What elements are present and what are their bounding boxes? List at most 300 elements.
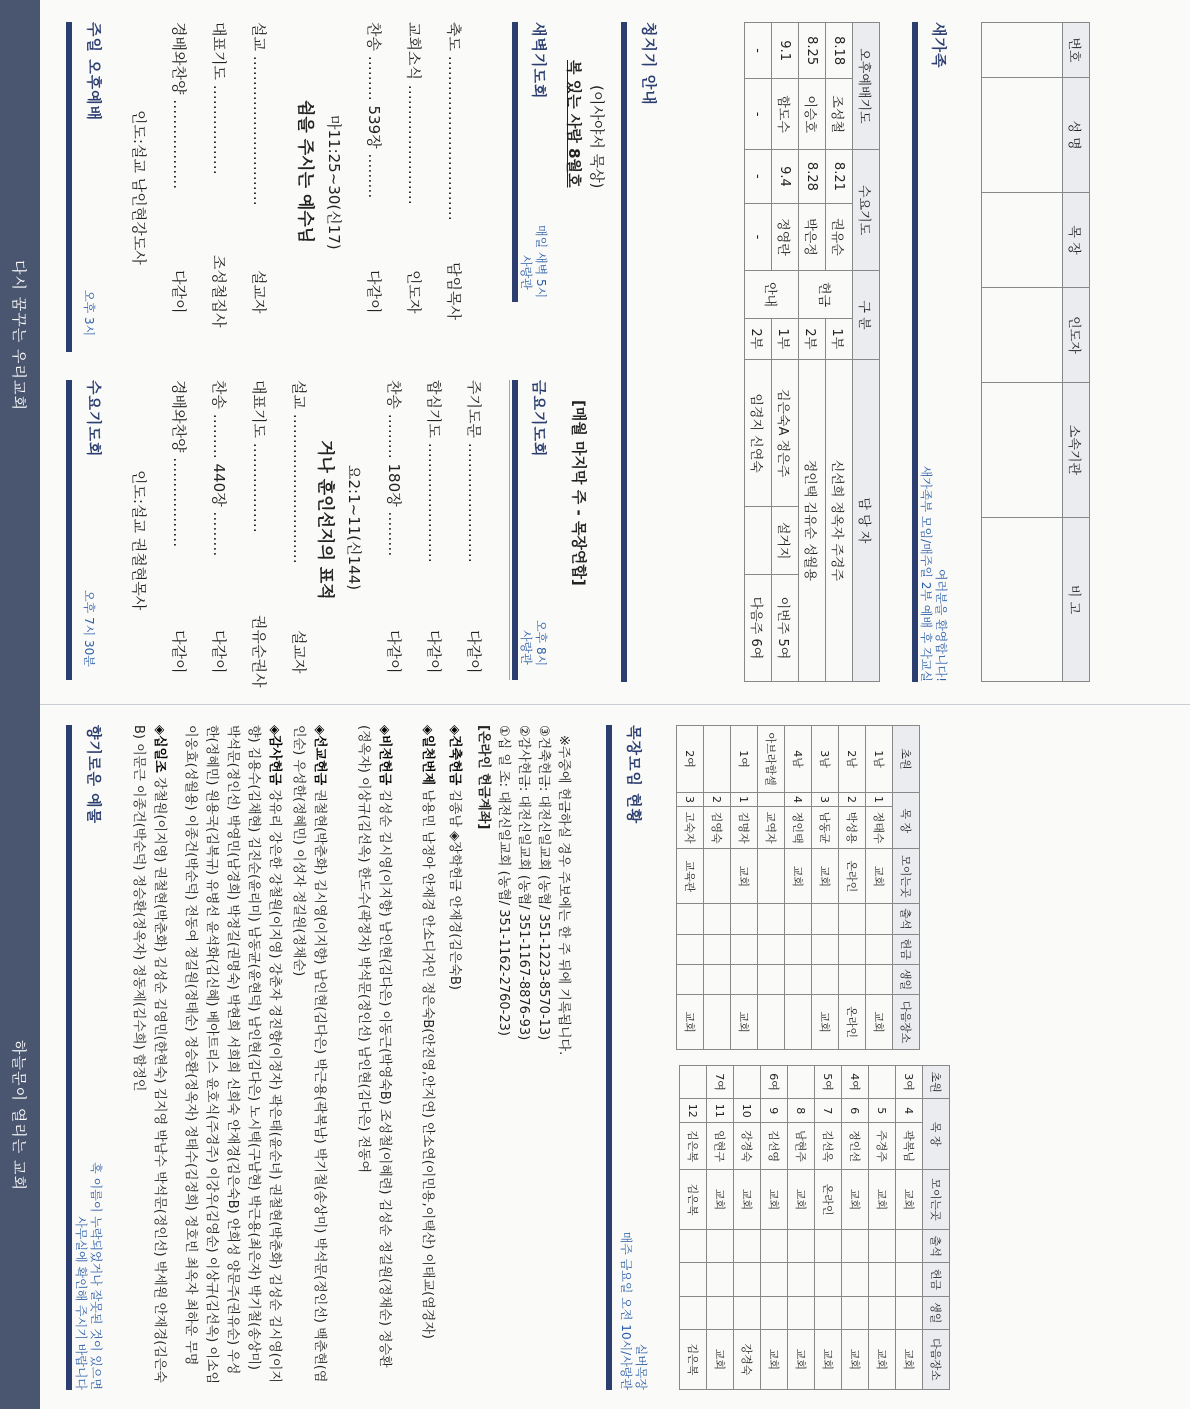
table-cell [785,964,812,994]
table-cell: 9 [761,1099,788,1123]
table-header-cell: 오후예배기도 [853,23,880,150]
sunday-pm-bar [66,22,72,352]
table-cell: 남동균 [812,806,839,849]
left-panel [40,0,1190,704]
offering-thanks [180,725,285,1385]
table-header-cell: 목 장 [893,793,920,849]
table-header-cell: 다음장소 [923,1329,950,1389]
table-header-cell: 초원 [923,1066,950,1099]
table-header-cell: 모이는곳 [893,849,920,904]
table-cell [866,904,893,934]
table-cell: 3여 [896,1066,923,1099]
wed-item-2-label: 찬송 ……… 440장 ……… [210,380,228,557]
table-cell: 교회 [731,849,758,904]
online-title: [온라인 헌금계좌] [476,725,491,830]
table-cell [839,904,866,934]
table-header-cell: 구 분 [853,271,880,360]
table-cell: 헌금 [799,271,853,319]
table-cell: 교회 [869,1329,896,1389]
wed-item-6-label: 합심기도 …………………… [425,380,443,563]
table-cell: 1남 [866,726,893,793]
sunday-item-4-label: 찬송 ……… 539장 ……… [365,22,383,199]
wed-item-1-label: 경배와찬양 ……………… [170,380,188,548]
table-cell [839,934,866,964]
offering-text: 강철원(이지영) 권철현(박춘화) 김성순 김영민(한현숙) 김지영 박남수 박석문(정인선) 박세원 안재경(김은숙B) 이문근 이종건(박순덕) 정승환(정옥자) 정동제(김수희) 함정인 [131,725,167,1383]
table-cell: 2 [704,793,731,807]
table-row [826,23,853,682]
offering-building [444,725,465,1385]
friday-place: 사랑관 [519,630,533,665]
sunday-item-5-label: 교회소식 …………………… [405,22,423,205]
table-cell: 8.25 [799,23,826,79]
table-header-cell: 다음장소 [893,995,920,1050]
wed-item-5-label: 찬송 ……… 180장 ……… [385,380,403,557]
table-cell [869,1066,896,1099]
table-header [853,23,880,682]
sunday-pm-leader: 인도:설교 남인현강도사 [130,110,148,265]
wed-item-3-who: 권유순권사 [250,615,268,688]
table-cell: 임경지 신연숙 [745,359,772,507]
table-cell: 1 [866,793,893,807]
table-cell [704,995,731,1050]
table-header-cell: 생일 [923,1296,950,1329]
sunday-item-4-who: 다같이 [365,270,383,314]
table-cell: 온라인 [815,1169,842,1229]
table-header-cell: 성 명 [1063,78,1090,193]
left-motto: 다시 꿈꾸는 우리교회 [10,260,28,411]
guide-bar [621,22,627,682]
offering-text: 김종남 ◈장학헌금 안재경(김은숙B) [447,789,462,990]
offering-note1: 혹 이름이 누락되었거나 잘못된 것이 있으면 [89,1162,103,1390]
table-cell [707,1230,734,1263]
table-cell: 교회 [812,849,839,904]
table-cell: 박은정 [799,203,826,271]
table-cell: 김선영 [761,1123,788,1170]
table-cell [734,1066,761,1099]
guide-title: 청지기 안내 [640,22,658,106]
sunday-sermon-ref: 마11:25~30(신17) [325,115,343,250]
table-cell [758,904,785,934]
offering-vision [353,725,395,1385]
table-cell: 정인택 [785,806,812,849]
table-cell: 김명자 [731,806,758,849]
table-cell: 주경주 [869,1123,896,1170]
cells-table-right [679,1065,950,1390]
table-cell [761,1263,788,1296]
account-note: ※주중에 헌금하실 경우 주보에는 한 주 뒤에 기록됩니다. [556,735,571,1056]
table-cell: 교회 [842,1169,869,1229]
table-row [839,726,866,1050]
table-cell: 강경숙 [734,1329,761,1389]
table-cell: 12 [680,1099,707,1123]
table-row [866,726,893,1050]
dawn-time: 매일 새벽 5시 [534,225,548,299]
table-cell: 임현구 [707,1123,734,1170]
sunday-item-3-label: 설교 ………………………… [250,22,268,206]
offering-text: 권철현(박춘화) 김시영(이지향) 남인현(김다은) 박근용(곽복남) 박기철(송상미) 박석문(정인선) 백춘현(염인순) 우성한(정혜민) 이성자 정길원(정채순) [291,725,327,1383]
table-row [731,726,758,1050]
table-cell: 교회 [677,995,704,1050]
table-cell [812,964,839,994]
table-cell [707,1296,734,1329]
table-cell: 9.1 [772,23,799,79]
table-row [896,1066,923,1390]
wed-item-6-who: 다같이 [425,630,443,674]
table-cell: 권유순 [826,203,853,271]
table-cell [815,1296,842,1329]
table-cell: 박성용 [839,806,866,849]
offering-head: ◈일천번제 [420,725,435,786]
table-row [758,726,785,1050]
table-cell [866,934,893,964]
table-header-cell: 번호 [1063,23,1090,78]
table-cell: - [745,23,772,79]
divider [509,380,510,680]
sunday-pm-title: 주일 오후예배 [85,22,103,122]
cells-left-body [677,726,893,1050]
newcomers-note2: 새가족부 모임/매주일 2부 예배 후 각교실 [919,465,933,682]
table-cell: 1 [731,793,758,807]
table-cell: 4 [785,793,812,807]
wed-sermon-title: 거나 훈인선지의 표적 [315,440,335,600]
table-row [982,23,1063,682]
table-cell: 교회 [734,1169,761,1229]
table-cell: 2 [839,793,866,807]
sunday-pm-time: 오후 3시 [82,290,96,337]
table-cell [758,793,785,807]
table-cell: 7 [815,1099,842,1123]
sunday-item-5-who: 인도자 [405,270,423,314]
table-cell: 김선옥 [815,1123,842,1170]
table-cell: 3남 [812,726,839,793]
table-cell: 8 [788,1099,815,1123]
table-cell: 김은복 [680,1329,707,1389]
table-cell: 3 [812,793,839,807]
table-cell: 설거지 [772,507,799,575]
table-cell [842,1230,869,1263]
wed-leader: 인도:설교 권철현목사 [130,470,148,611]
table-row [734,1066,761,1390]
table-cell: 교회 [815,1329,842,1389]
table-cell [982,288,1063,383]
table-cell [788,1296,815,1329]
wed-item-7-who: 다같이 [465,630,483,674]
table-cell: 교회 [896,1169,923,1229]
table-cell [788,1066,815,1099]
table-cell: 교회 [812,995,839,1050]
table-cell [772,574,799,681]
table-cell: 교회 [866,995,893,1050]
table-header-cell: 소속기관 [1063,383,1090,518]
table-cell-text: 5여 [775,638,791,660]
table-cell [839,964,866,994]
table-cell [761,1230,788,1263]
table-row [707,1066,734,1390]
table-cell [896,1230,923,1263]
table-header [893,726,920,1050]
newcomers-note1: 여러분을 환영합니다! [934,569,948,682]
offering-bar [66,725,72,1390]
table-cell-text: 6여 [748,638,764,660]
table-header-cell: 헌금 [923,1263,950,1296]
table-cell: 교회 [788,1169,815,1229]
table-cell: 8.28 [799,150,826,204]
table-cell: 교회 [761,1329,788,1389]
table-cell: 김은복 [680,1123,707,1170]
sunday-item-2-label: 대표기도 ……………… [210,22,228,175]
wed-item-4-who: 설교자 [290,630,308,674]
offering-head: ◈비전헌금 [377,725,392,786]
table-cell: 김영숙 [704,806,731,849]
table-row [785,726,812,1050]
table-cell [869,1263,896,1296]
table-cell: 정태수 [866,806,893,849]
table-row [842,1066,869,1390]
table-cell [815,1263,842,1296]
table-cell [842,1296,869,1329]
right-panel [40,705,1190,1409]
table-cell: 곽복님 [896,1123,923,1170]
table-cell [758,849,785,904]
table-row [788,1066,815,1390]
friday-line1: [매월 마지막 주 - 목장연합] [570,400,588,586]
table-row [677,726,704,1050]
table-row [869,1066,896,1390]
offering-mission [288,725,330,1385]
table-cell [788,1230,815,1263]
table-cell: 2여 [677,726,704,793]
table-header-cell: 담 당 자 [853,359,880,681]
table-cell: 교회 [761,1169,788,1229]
table-cell [896,1296,923,1329]
wed-item-5-who: 다같이 [385,630,403,674]
table-cell: 고숙자 [677,806,704,849]
table-cell: 5 [869,1099,896,1123]
table-cell-text: 이번주 [775,596,791,635]
table-header-cell: 목 장 [923,1099,950,1170]
table-cell: 교회 [731,995,758,1050]
wed-title: 수요기도회 [85,380,103,458]
table-cell-text: 다음주 [748,596,764,635]
table-cell [869,1230,896,1263]
table-cell: 교회 [788,1329,815,1389]
right-motto: 하늘문이 열리는 교회 [10,1040,28,1191]
table-cell [758,934,785,964]
table-header-cell: 생일 [893,964,920,994]
table-cell [758,964,785,994]
table-cell [704,964,731,994]
sunday-item-1-who: 다같이 [170,270,188,314]
sunday-item-6-who: 담임목사 [445,262,463,320]
table-cell: 4남 [785,726,812,793]
table-cell: 교회 [785,849,812,904]
table-cell: 11 [707,1099,734,1123]
table-cell [745,507,772,575]
table-header-cell: 목 장 [1063,193,1090,288]
offering-thousand [417,725,438,1385]
newcomers-title: 새가족 [930,22,948,69]
table-cell [677,934,704,964]
table-row [799,23,826,682]
table-row [812,726,839,1050]
offering-head: ◈십일조 [152,725,167,773]
table-cell [761,1296,788,1329]
table-cell: 교회 [896,1329,923,1389]
table-cell: 2부 [745,318,772,359]
table-cell: - [745,203,772,271]
table-cell [842,1263,869,1296]
table-cell: 9.4 [772,150,799,204]
table-cell: - [745,79,772,150]
table-cell: 8.18 [826,23,853,79]
cells-note2: 실버목장 [634,1343,648,1390]
friday-time: 오후 8시 [534,620,548,667]
table-cell: 온라인 [839,995,866,1050]
account-1: ①십 일 조: 대전신일교회 (농협/ 351-1162-2760-23) [496,725,511,1036]
offering-tithe [128,725,170,1385]
sunday-sermon-title: 쉼을 주시는 예수님 [295,100,315,244]
table-cell: 2남 [839,726,866,793]
offering-head: ◈선교헌금 [312,725,327,786]
table-cell: 4여 [842,1066,869,1099]
table-header-cell: 헌금 [893,934,920,964]
table-cell: 강경숙 [734,1123,761,1170]
header-band [0,0,40,1409]
table-cell [734,1296,761,1329]
table-cell [680,1263,707,1296]
table-cell: 1여 [731,726,758,793]
table-cell: 6 [842,1099,869,1123]
table-cell: 남현주 [788,1123,815,1170]
table-cell [680,1230,707,1263]
table-cell [788,1263,815,1296]
table-cell [745,574,772,681]
table-cell: 정영란 [772,203,799,271]
table-cell: 조성철 [826,79,853,150]
table-cell [812,904,839,934]
table-cell: 교역자 [758,806,785,849]
wed-item-1-who: 다같이 [170,630,188,674]
table-cell: 신선희 정옥자 주경주 [826,359,853,681]
table-cell: 1부 [826,318,853,359]
table-header-cell: 출석 [923,1230,950,1263]
table-cell [869,1296,896,1329]
table-cell: 교회 [866,849,893,904]
offering-text: 김성순 김시영(이지향) 남인현(김다은) 이동근(박영숙B) 조성철(이혜련) 김성순 정길원(정채순) 정승환(정옥자) 이상규(김선옥) 한도수(곽정자) 박석문(정인선) 남인현(김다은) 전동여 [356,725,392,1368]
table-cell [982,23,1063,78]
table-cell [815,1230,842,1263]
table-cell: - [745,150,772,204]
table-cell [896,1263,923,1296]
table-cell [707,1263,734,1296]
wed-bar [66,380,72,680]
offering-note2: 사무실에 확인해 주시기 바랍니다 [74,1216,88,1390]
table-cell: 교육관 [677,849,704,904]
table-cell [734,1230,761,1263]
table-cell: 6여 [761,1066,788,1099]
table-cell: 8.21 [826,150,853,204]
wed-item-3-label: 대표기도 ……………… [250,380,268,533]
table-header-cell: 초원 [893,726,920,793]
cells-title: 목장모임 현황 [625,725,643,825]
table-cell: 함도수 [772,79,799,150]
offering-title: 향기로운 예물 [85,725,103,825]
table-cell [731,934,758,964]
table-cell [704,904,731,934]
cells-table-left [676,725,920,1050]
table-cell [731,904,758,934]
table-cell [680,1296,707,1329]
table-row [761,1066,788,1390]
sunday-item-6-label: 축도 …………………………… [445,22,463,221]
table-header [1063,23,1090,682]
offering-head: ◈건축헌금 [447,725,462,786]
wed-item-2-who: 다같이 [210,630,228,674]
table-row [815,1066,842,1390]
table-header-cell: 수요기도 [853,150,880,271]
table-cell: 10 [734,1099,761,1123]
table-cell: 정인택 김유순 성월용 [799,359,826,681]
dawn-place: 사랑관 [519,255,533,290]
table-cell: 김은숙A 정은주 [772,359,799,507]
account-2: ②감사헌금: 대전신일교회 (농협/ 351-1167-8876-93) [516,725,531,1041]
table-cell: 1부 [772,318,799,359]
table-header-cell: 비 고 [1063,518,1090,682]
wed-item-4-label: 설교 ………………………… [290,380,308,564]
table-cell [785,904,812,934]
table-cell: 5여 [815,1066,842,1099]
table-cell: 이승호 [799,79,826,150]
table-header-cell: 인도자 [1063,288,1090,383]
wed-item-7-label: 주기도문 …………………… [465,380,483,563]
dawn-line1: 복 있는 사람 8월호 [565,60,583,188]
table-row [745,23,772,682]
table-header [923,1066,950,1390]
table-header-cell: 모이는곳 [923,1169,950,1229]
sunday-item-2-who: 조성철집사 [210,255,228,328]
table-cell: 교회 [707,1169,734,1229]
table-cell: 4 [896,1099,923,1123]
table-cell: 교회 [707,1329,734,1389]
table-cell: 2부 [799,318,826,359]
table-cell [866,964,893,994]
table-cell: 온라인 [839,849,866,904]
cells-right-body [680,1066,923,1390]
table-cell [677,904,704,934]
friday-title: 금요기도회 [530,380,548,458]
table-cell: 3 [677,793,704,807]
cells-bar [606,725,612,1390]
table-row [704,726,731,1050]
table-cell [812,934,839,964]
table-cell [785,934,812,964]
newcomers-table [981,22,1090,682]
table-cell [982,78,1063,193]
offering-text: 남용민 남정아 안재경 안소디자인 정은숙B(안진영,안지연) 안소연(이민용,이택산) 이태교(염경자) [420,789,435,1339]
table-cell [704,849,731,904]
dawn-title: 새벽기도회 [530,22,548,100]
cells-note: 매주 금요일 오전 10시/사랑관 [619,1231,633,1390]
table-row [680,1066,707,1390]
table-cell [982,193,1063,288]
table-cell [680,1066,707,1099]
table-cell [704,726,731,793]
dawn-line2: (이사야서 묵상) [588,85,606,189]
account-3: ③건축헌금: 대전신일교회 (농협/ 351-1223-8570-13) [536,725,551,1041]
table-cell [785,995,812,1050]
table-cell [982,383,1063,518]
table-cell [731,964,758,994]
